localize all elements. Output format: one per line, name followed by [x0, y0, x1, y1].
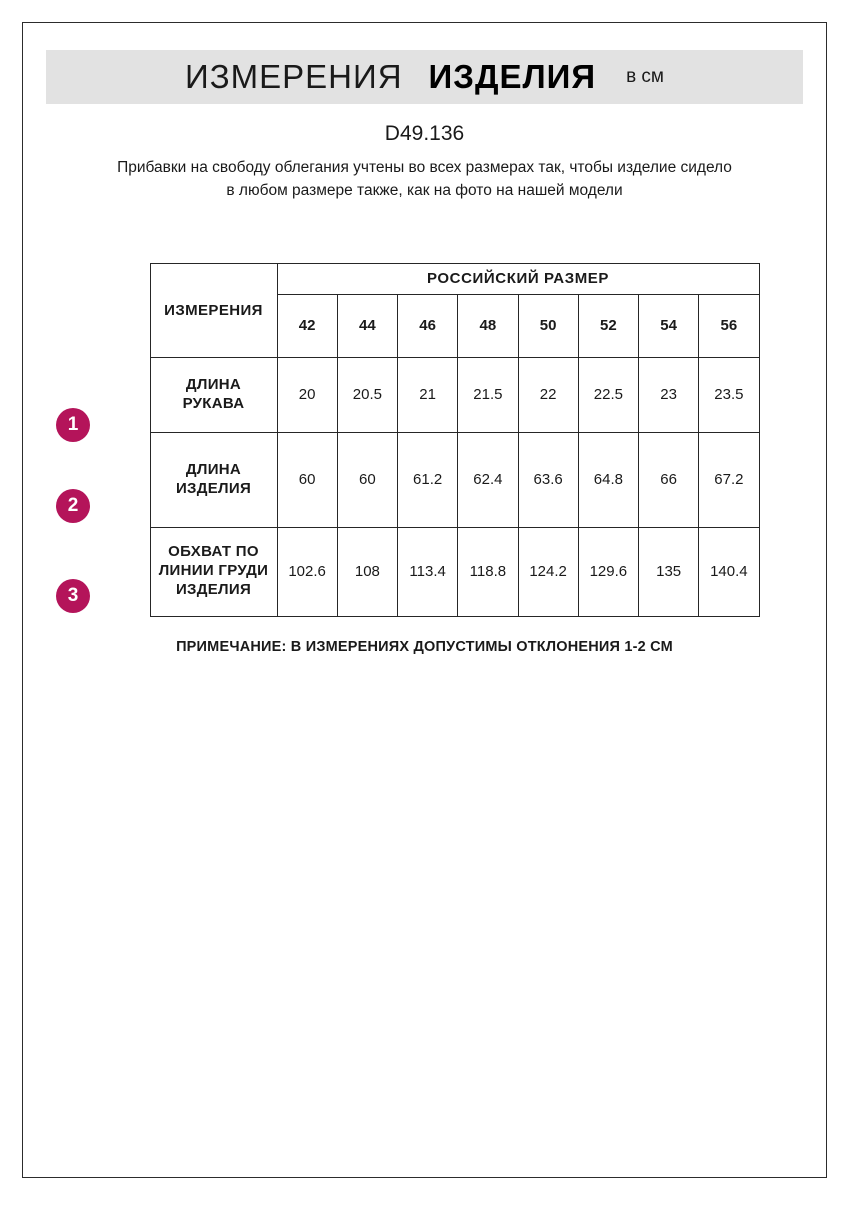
intro-text: Прибавки на свободу облегания учтены во всех размерах так, чтобы изделие сидело в любом размере также, как на фото на нашей модели [117, 159, 732, 200]
article-code: D49.136 [384, 122, 465, 145]
cell-length-46: 61.2 [398, 432, 458, 527]
cell-chest-42: 102.6 [277, 527, 337, 616]
title-units: в см [626, 66, 664, 87]
row-badge-3: 3 [56, 579, 90, 613]
cell-length-42: 60 [277, 432, 337, 527]
table-row [150, 357, 759, 432]
cell-length-54: 66 [639, 432, 699, 527]
size-column-52: 52 [578, 294, 638, 357]
table-row [150, 432, 759, 527]
cell-sleeve-44: 20.5 [337, 357, 397, 432]
cell-sleeve-54: 23 [639, 357, 699, 432]
cell-sleeve-48: 21.5 [458, 357, 518, 432]
cell-sleeve-42: 20 [277, 357, 337, 432]
table-header-group-row [150, 263, 759, 294]
cell-length-44: 60 [337, 432, 397, 527]
size-column-48: 48 [458, 294, 518, 357]
cell-chest-56: 140.4 [699, 527, 759, 616]
row-label-product-length: ДЛИНА ИЗДЕЛИЯ [150, 432, 277, 527]
measurements-table-wrap [46, 263, 803, 617]
measurements-table [150, 263, 760, 617]
cell-sleeve-50: 22 [518, 357, 578, 432]
cell-chest-50: 124.2 [518, 527, 578, 616]
cell-length-48: 62.4 [458, 432, 518, 527]
title-product: ИЗДЕЛИЯ [428, 58, 597, 95]
cell-length-52: 64.8 [578, 432, 638, 527]
row-badge-2: 2 [56, 489, 90, 523]
cell-sleeve-56: 23.5 [699, 357, 759, 432]
size-column-50: 50 [518, 294, 578, 357]
table-corner-label: ИЗМЕРЕНИЯ [150, 263, 277, 357]
size-column-56: 56 [699, 294, 759, 357]
size-column-46: 46 [398, 294, 458, 357]
row-label-chest-girth: ОБХВАТ ПО ЛИНИИ ГРУДИ ИЗДЕЛИЯ [150, 527, 277, 616]
cell-sleeve-52: 22.5 [578, 357, 638, 432]
cell-length-56: 67.2 [699, 432, 759, 527]
row-badge-1: 1 [56, 408, 90, 442]
title-measurements: ИЗМЕРЕНИЯ [184, 58, 403, 95]
cell-chest-44: 108 [337, 527, 397, 616]
cell-chest-52: 129.6 [578, 527, 638, 616]
size-column-54: 54 [639, 294, 699, 357]
cell-chest-46: 113.4 [398, 527, 458, 616]
row-label-sleeve-length: ДЛИНА РУКАВА [150, 357, 277, 432]
cell-chest-48: 118.8 [458, 527, 518, 616]
table-row [150, 527, 759, 616]
cell-length-50: 63.6 [518, 432, 578, 527]
footnote-text: ПРИМЕЧАНИЕ: В ИЗМЕРЕНИЯХ ДОПУСТИМЫ ОТКЛОНЕНИЯ 1-2 СМ [176, 638, 673, 655]
size-column-42: 42 [277, 294, 337, 357]
cell-chest-54: 135 [639, 527, 699, 616]
table-group-header: РОССИЙСКИЙ РАЗМЕР [277, 263, 759, 294]
cell-sleeve-46: 21 [398, 357, 458, 432]
size-column-44: 44 [337, 294, 397, 357]
page-content [22, 50, 827, 1206]
title-banner [46, 50, 803, 104]
